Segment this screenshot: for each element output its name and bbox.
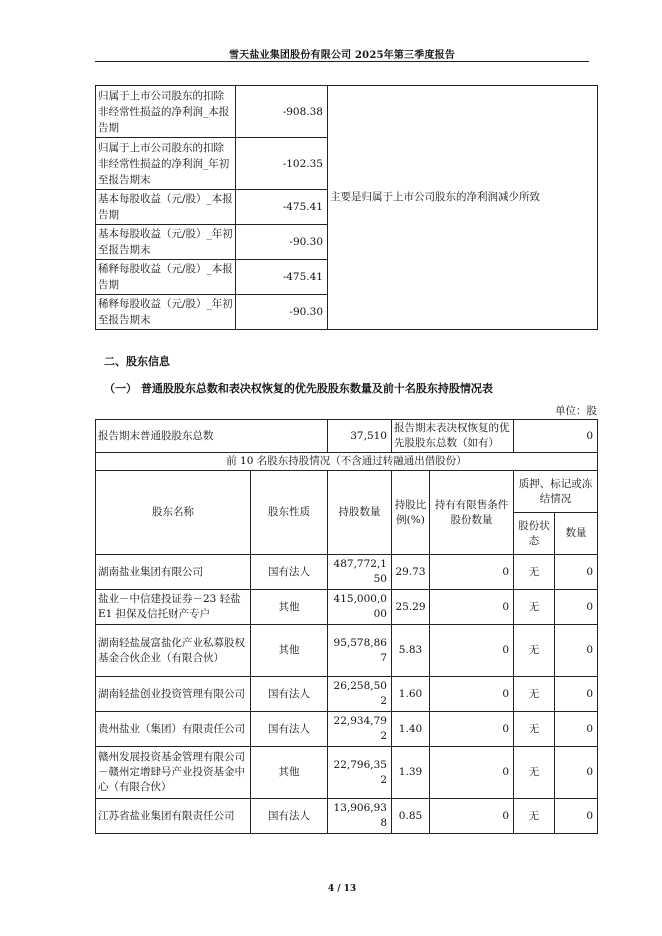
shareholder-pledge-status: 无	[514, 625, 555, 677]
shareholder-pledge-status: 无	[514, 712, 555, 747]
shareholder-nature: 其他	[251, 747, 328, 799]
shareholder-nature: 国有法人	[251, 677, 328, 712]
shareholder-name: 湖南盐业集团有限公司	[96, 555, 251, 590]
col-header-name: 股东名称	[96, 471, 251, 555]
table-row	[96, 747, 598, 799]
indicator-value: -475.41	[236, 190, 328, 225]
shareholder-shares: 13,906,938	[328, 799, 392, 834]
shareholder-name: 湖南轻盐晟富盐化产业私募股权基金合伙企业（有限合伙）	[96, 625, 251, 677]
col-header-shares: 持股数量	[328, 471, 392, 555]
shareholder-pledge-qty: 0	[555, 799, 598, 834]
indicator-label: 归属于上市公司股东的扣除非经常性损益的净利润_本报告期	[96, 86, 236, 138]
shareholder-pledge-qty: 0	[555, 625, 598, 677]
shareholder-restricted: 0	[430, 712, 514, 747]
total-shareholders-value: 37,510	[328, 420, 392, 453]
table-row	[96, 677, 598, 712]
shareholder-shares: 487,772,150	[328, 555, 392, 590]
shareholder-name: 江苏省盐业集团有限责任公司	[96, 799, 251, 834]
shareholder-restricted: 0	[430, 747, 514, 799]
indicator-label: 归属于上市公司股东的扣除非经常性损益的净利润_年初至报告期末	[96, 138, 236, 190]
shareholder-pledge-status: 无	[514, 590, 555, 625]
shareholder-restricted: 0	[430, 590, 514, 625]
shareholder-ratio: 1.39	[392, 747, 430, 799]
shareholder-nature: 其他	[251, 590, 328, 625]
indicator-label: 基本每股收益（元/股）_年初至报告期末	[96, 225, 236, 260]
table-row	[96, 799, 598, 834]
shareholders-table	[95, 419, 598, 834]
col-header-nature: 股东性质	[251, 471, 328, 555]
shareholder-pledge-status: 无	[514, 799, 555, 834]
reason-note: 主要是归属于上市公司股东的净利润减少所致	[330, 191, 540, 203]
col-header-pledge-status: 股份状态	[514, 513, 555, 555]
shareholder-ratio: 29.73	[392, 555, 430, 590]
shareholder-name: 湖南轻盐创业投资管理有限公司	[96, 677, 251, 712]
shareholder-shares: 95,578,867	[328, 625, 392, 677]
shareholder-shares: 415,000,000	[328, 590, 392, 625]
page-number: 4 / 13	[327, 884, 357, 894]
top10-caption: 前 10 名股东持股情况（不含通过转融通出借股份）	[96, 453, 598, 471]
total-shareholders-label: 报告期末普通股股东总数	[96, 420, 328, 453]
shareholder-pledge-qty: 0	[555, 677, 598, 712]
reason-cell	[328, 86, 598, 330]
indicator-value: -908.38	[236, 86, 328, 138]
col-header-restricted: 持有有限售条件股份数量	[430, 471, 514, 555]
shareholder-pledge-status: 无	[514, 555, 555, 590]
shareholder-ratio: 1.40	[392, 712, 430, 747]
shareholder-shares: 22,796,352	[328, 747, 392, 799]
shareholder-restricted: 0	[430, 799, 514, 834]
shareholder-ratio: 25.29	[392, 590, 430, 625]
col-header-ratio: 持股比例(%)	[392, 471, 430, 555]
shareholder-pledge-status: 无	[514, 747, 555, 799]
shareholder-restricted: 0	[430, 677, 514, 712]
shareholder-shares: 22,934,792	[328, 712, 392, 747]
table-row	[96, 625, 598, 677]
shareholder-name: 赣州发展投资基金管理有限公司－赣州定增肆号产业投资基金中心（有限合伙）	[96, 747, 251, 799]
indicator-label: 基本每股收益（元/股）_本报告期	[96, 190, 236, 225]
indicator-value: -90.30	[236, 225, 328, 260]
shareholder-pledge-status: 无	[514, 677, 555, 712]
indicator-label: 稀释每股收益（元/股）_本报告期	[96, 260, 236, 295]
header-divider	[95, 61, 589, 62]
indicator-value: -90.30	[236, 295, 328, 330]
shareholder-nature: 其他	[251, 625, 328, 677]
preferred-shareholders-label: 报告期末表决权恢复的优先股股东总数（如有）	[392, 420, 514, 453]
col-header-pledge-qty: 数量	[555, 513, 598, 555]
shareholder-pledge-qty: 0	[555, 712, 598, 747]
shareholder-name: 盐业－中信建投证券－23 轻盐 E1 担保及信托财产专户	[96, 590, 251, 625]
shareholder-pledge-qty: 0	[555, 747, 598, 799]
table-row	[96, 555, 598, 590]
preferred-shareholders-value: 0	[514, 420, 598, 453]
col-header-pledge: 质押、标记或冻结情况	[514, 471, 598, 513]
shareholder-ratio: 5.83	[392, 625, 430, 677]
indicators-table	[95, 85, 598, 330]
shareholder-pledge-qty: 0	[555, 555, 598, 590]
shareholder-restricted: 0	[430, 625, 514, 677]
table-row	[96, 590, 598, 625]
shareholder-name: 贵州盐业（集团）有限责任公司	[96, 712, 251, 747]
shareholder-shares: 26,258,502	[328, 677, 392, 712]
shareholder-nature: 国有法人	[251, 555, 328, 590]
section-title: 二、股东信息	[104, 355, 170, 368]
indicator-label: 稀释每股收益（元/股）_年初至报告期末	[96, 295, 236, 330]
table-row	[96, 712, 598, 747]
shareholder-ratio: 1.60	[392, 677, 430, 712]
shareholder-ratio: 0.85	[392, 799, 430, 834]
shareholder-nature: 国有法人	[251, 712, 328, 747]
section-subtitle: （一） 普通股股东总数和表决权恢复的优先股股东数量及前十名股东持股情况表	[104, 382, 493, 395]
shareholder-pledge-qty: 0	[555, 590, 598, 625]
indicator-value: -475.41	[236, 260, 328, 295]
shareholder-restricted: 0	[430, 555, 514, 590]
page-header: 雪天盐业集团股份有限公司 2025年第三季度报告	[228, 50, 456, 61]
shareholder-nature: 国有法人	[251, 799, 328, 834]
unit-label: 单位：股	[555, 405, 597, 417]
indicator-value: -102.35	[236, 138, 328, 190]
